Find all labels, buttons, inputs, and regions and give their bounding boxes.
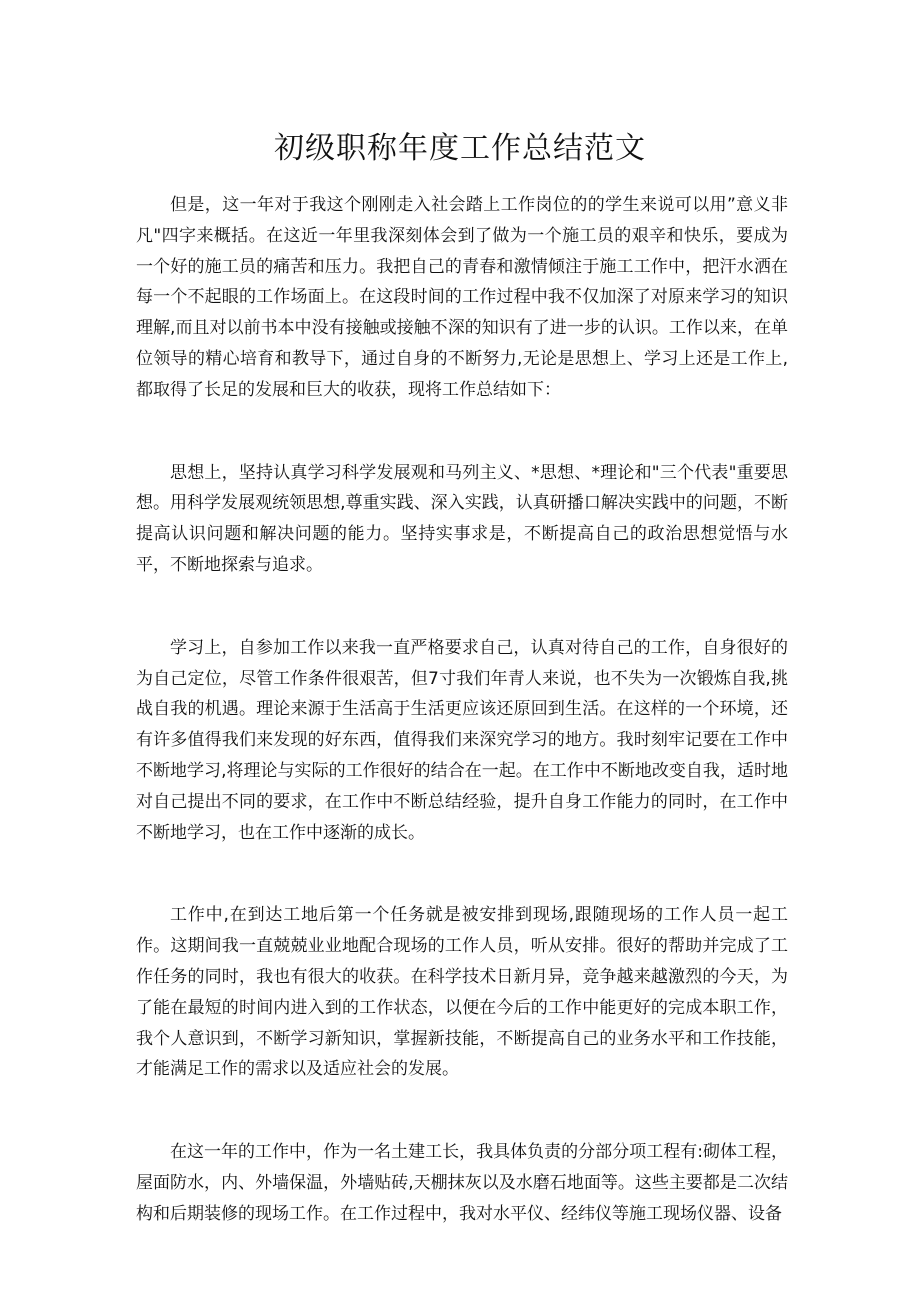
document-title: 初级职称年度工作总结范文 xyxy=(274,131,646,166)
paragraph-thought: 思想上，坚持认真学习科学发展观和马列主义、*思想、*理论和"三个代表"重要思想。用科学发展观统领思想,尊重实践、深入实践，认真研播口解决实践中的问题，不断提高认识问题和解决问题的能力。坚持实事求是，不断提高自己的政治思想觉悟与水平，不断地探索与追求。 xyxy=(136,462,788,575)
document-body xyxy=(136,190,788,1230)
paragraph-intro: 但是，这一年对于我这个刚刚走入社会踏上工作岗位的的学生来说可以用”意义非凡"四字来概括。在这近一年里我深刻体会到了做为一个施工员的艰辛和快乐，要成为一个好的施工员的痛苦和压力。我把自己的青春和激情倾注于施工工作中，把汗水洒在每一个不起眼的工作场面上。在这段时间的工作过程中我不仅加深了对原来学习的知识理解,而且对以前书本中没有接触或接触不深的知识有了进一步的认识。工作以来，在单位领导的精心培育和教导下，通过自身的不断努力,无论是思想上、学习上还是工作上,都取得了长足的发展和巨大的收获，现将工作总结如下： xyxy=(136,195,788,400)
paragraph-study: 学习上，自参加工作以来我一直严格要求自己，认真对待自己的工作，自身很好的为自己定位，尽管工作条件很艰苦，但7寸我们年青人来说，也不失为一次锻炼自我,挑战自我的机遇。理论来源于生活高于生活更应该还原回到生活。在这样的一个环境，还有许多值得我们来发现的好东西，值得我们来深究学习的地方。我时刻牢记要在工作中不断地学习,将理论与实际的工作很好的结合在一起。在工作中不断地改变自我，适时地对自己提出不同的要求，在工作中不断总结经验，提升自身工作能力的同时，在工作中不断地学习，也在工作中逐渐的成长。 xyxy=(136,637,788,843)
paragraph-duties: 在这一年的工作中，作为一名土建工长，我具体负责的分部分项工程有:砌体工程，屋面防水，内、外墙保温，外墙贴砖,天棚抹灰以及水磨石地面等。这些主要都是二次结构和后期装修的现场工作。在工作过程中，我对水平仪、经纬仪等施工现场仪器、设备 xyxy=(136,1142,788,1224)
paragraph-work: 工作中,在到达工地后第一个任务就是被安排到现场,跟随现场的工作人员一起工作。这期间我一直兢兢业业地配合现场的工作人员，听从安排。很好的帮助并完成了工作任务的同时，我也有很大的收获。在科学技术日新月异，竞争越来越激烈的今天，为了能在最短的时间内进入到的工作状态，以便在今后的工作中能更好的完成本职工作，我个人意识到，不断学习新知识，掌握新技能，不断提高自己的业务水平和工作技能，才能满足工作的需求以及适应社会的发展。 xyxy=(136,905,788,1080)
